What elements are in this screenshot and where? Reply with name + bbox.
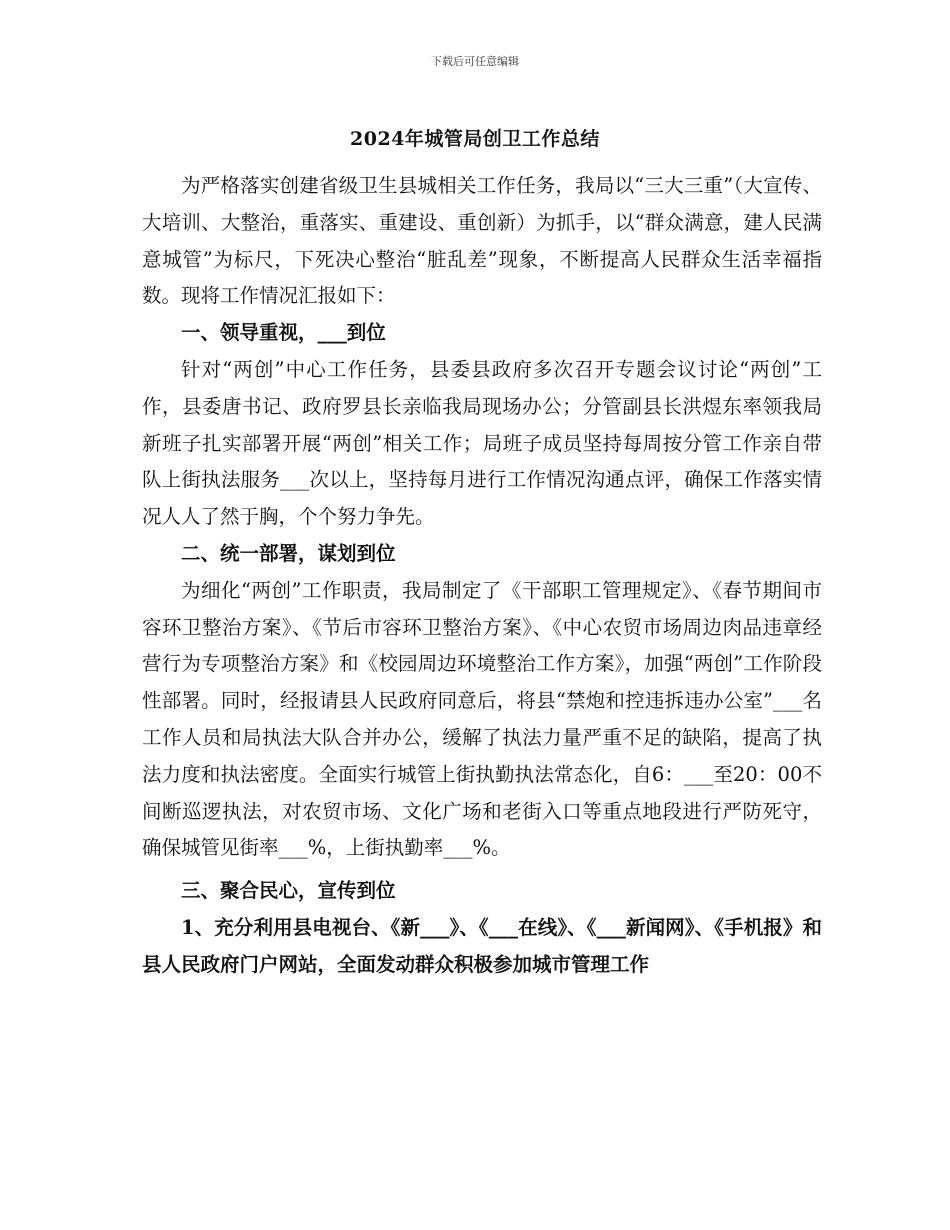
document-title: 2024年城管局创卫工作总结	[350, 128, 600, 150]
section-heading-3: 三、聚合民心，宣传到位	[181, 879, 396, 903]
page-header-note: 下载后可任意编辑	[431, 55, 519, 68]
section-heading-1: 一、领导重视，___到位	[181, 321, 386, 345]
document-body	[142, 168, 822, 984]
section-paragraph-2: 为细化“两创”工作职责，我局制定了《干部职工管理规定》、《春节期间市容环卫整治方案》、《节后市容环卫整治方案》、《中心农贸市场周边肉品违章经营行为专项整治方案》和《校园周边环境整治工作方案》，加强“两创”工作阶段性部署。同时，经报请县人民政府同意后，将县“禁炮和控违拆违办公室”___名工作人员和局执法大队合并办公，缓解了执法力量严重不足的缺陷，提高了执法力度和执法密度。全面实行城管上街执勤执法常态化，自6：___至20：00不间断巡逻执法，对农贸市场、文化广场和老街入口等重点地段进行严防死守，确保城管见街率___%，上街执勤率___%。	[142, 578, 822, 860]
intro-paragraph: 为严格落实创建省级卫生县城相关工作任务，我局以“三大三重”（大宣传、大培训、大整治，重落实、重建设、重创新）为抓手，以“群众满意，建人民满意城管”为标尺，下死决心整治“脏乱差”现象，不断提高人民群众生活幸福指数。现将工作情况汇报如下：	[142, 174, 822, 308]
section-heading-2: 二、统一部署，谋划到位	[181, 541, 396, 565]
section-paragraph-3: 1、充分利用县电视台、《新___》、《___在线》、《___新闻网》、《手机报》和县人民政府门户网站，全面发动群众积极参加城市管理工作	[142, 915, 822, 976]
section-paragraph-1: 针对“两创”中心工作任务，县委县政府多次召开专题会议讨论“两创”工作，县委唐书记、政府罗县长亲临我局现场办公；分管副县长洪煜东率领我局新班子扎实部署开展“两创”相关工作；局班子成员坚持每周按分管工作亲自带队上街执法服务___次以上，坚持每月进行工作情况沟通点评，确保工作落实情况人人了然于胸，个个努力争先。	[142, 357, 822, 529]
